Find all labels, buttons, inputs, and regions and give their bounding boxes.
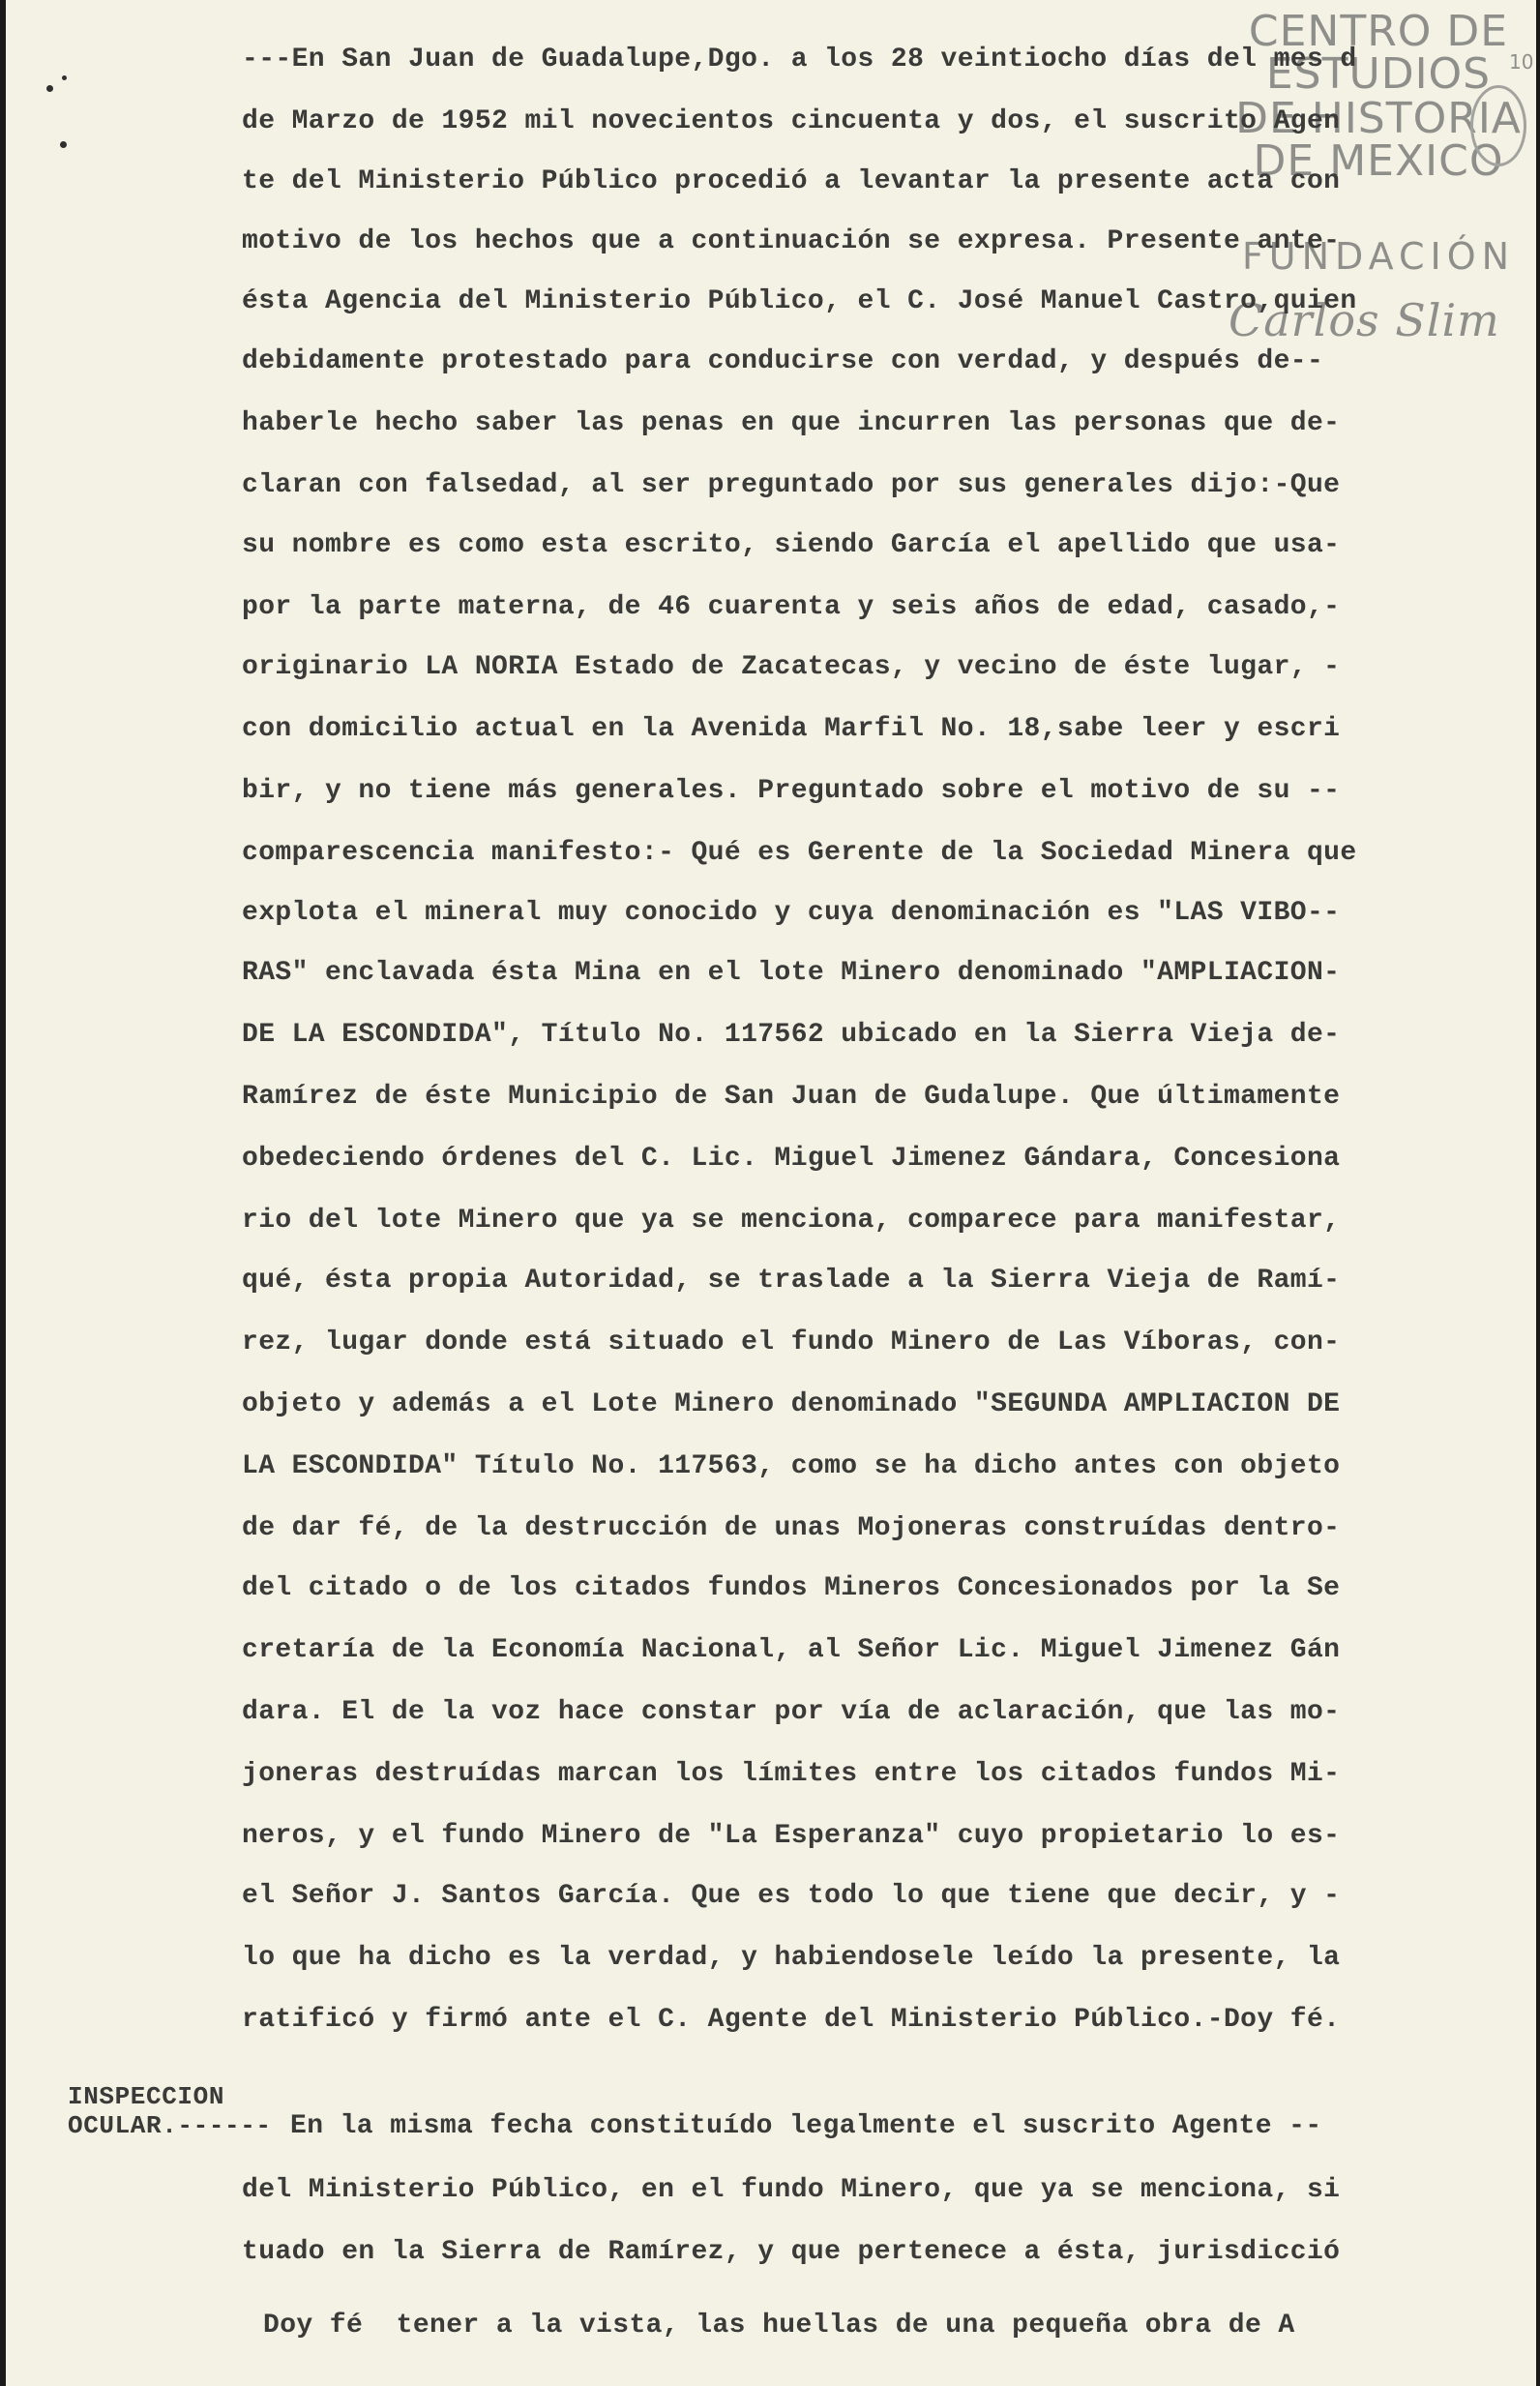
body-line: dara. El de la voz hace constar por vía de aclaración, que las mo-	[242, 1697, 1341, 1727]
punch-hole-mark	[46, 85, 53, 92]
body-line: de Marzo de 1952 mil novecientos cincuenta y dos, el suscrito Agen	[242, 106, 1341, 136]
body-line: su nombre es como esta escrito, siendo García el apellido que usa-	[242, 530, 1341, 560]
body-line: con domicilio actual en la Avenida Marfil No. 18,sabe leer y escri	[242, 714, 1341, 744]
body-line: originario LA NORIA Estado de Zacatecas, y vecino de éste lugar, -	[242, 652, 1341, 682]
body-line: claran con falsedad, al ser preguntado por sus generales dijo:-Que	[242, 470, 1341, 500]
body-line: bir, y no tiene más generales. Preguntado sobre el motivo de su --	[242, 776, 1341, 806]
body-line: ---En San Juan de Guadalupe,Dgo. a los 28 veintiocho días del mes d	[242, 45, 1357, 75]
body-line: de dar fé, de la destrucción de unas Mojoneras construídas dentro-	[242, 1513, 1341, 1543]
body-line: DE LA ESCONDIDA", Título No. 117562 ubicado en la Sierra Vieja de-	[242, 1020, 1341, 1050]
body-line: motivo de los hechos que a continuación se expresa. Presente ante-	[242, 226, 1341, 256]
body-line: explota el mineral muy conocido y cuya denominación es "LAS VIBO--	[242, 898, 1341, 928]
stamp-line: DE MEXICO	[1253, 136, 1504, 186]
body-line: del citado o de los citados fundos Mineros Concesionados por la Se	[242, 1573, 1341, 1603]
stamp-line: ESTUDIOS	[1265, 49, 1492, 99]
body-line: rez, lugar donde está situado el fundo Minero de Las Víboras, con-	[242, 1327, 1341, 1357]
body-line: rio del lote Minero que ya se menciona, comparece para manifestar,	[242, 1206, 1341, 1236]
body-line: Ramírez de éste Municipio de San Juan de Gudalupe. Que últimamente	[242, 1082, 1341, 1112]
inspection-line: Doy fé tener a la vista, las huellas de una pequeña obra de A	[263, 2311, 1295, 2341]
body-line: obedeciendo órdenes del C. Lic. Miguel Jimenez Gándara, Concesiona	[242, 1144, 1341, 1174]
body-line: ésta Agencia del Ministerio Público, el C. José Manuel Castro,quien	[242, 286, 1357, 316]
stamp-signature: Carlos Slim	[1229, 294, 1500, 346]
body-line: comparescencia manifesto:- Qué es Gerente de la Sociedad Minera que	[242, 838, 1357, 868]
punch-hole-mark	[60, 141, 67, 148]
body-line: lo que ha dicho es la verdad, y habiendosele leído la presente, la	[242, 1943, 1341, 1973]
body-line: el Señor J. Santos García. Que es todo lo que tiene que decir, y -	[242, 1881, 1341, 1911]
body-line: qué, ésta propia Autoridad, se traslade a la Sierra Vieja de Ramí-	[242, 1266, 1341, 1296]
body-line: por la parte materna, de 46 cuarenta y seis años de edad, casado,-	[242, 592, 1341, 622]
body-line: haberle hecho saber las penas en que incurren las personas que de-	[242, 408, 1341, 438]
scan-edge-right	[1536, 0, 1540, 2386]
punch-hole-mark	[62, 75, 67, 80]
body-line: objeto y además a el Lote Minero denominado "SEGUNDA AMPLIACION DE	[242, 1389, 1341, 1419]
body-line: ratificó y firmó ante el C. Agente del Ministerio Público.-Doy fé.	[242, 2005, 1341, 2035]
body-line: LA ESCONDIDA" Título No. 117563, como se ha dicho antes con objeto	[242, 1451, 1341, 1481]
body-line: te del Ministerio Público procedió a levantar la presente acta con	[242, 166, 1341, 196]
body-line: cretaría de la Economía Nacional, al Señor Lic. Miguel Jimenez Gán	[242, 1635, 1341, 1665]
scan-edge-left	[0, 0, 6, 2386]
body-line: joneras destruídas marcan los límites entre los citados fundos Mi-	[242, 1759, 1341, 1789]
body-line: RAS" enclavada ésta Mina en el lote Minero denominado "AMPLIACION-	[242, 958, 1341, 988]
stamp-line: CENTRO DE	[1248, 7, 1509, 56]
stamp-seal-number: 10	[1509, 50, 1534, 74]
inspection-line: tuado en la Sierra de Ramírez, y que pertenece a ésta, jurisdicció	[242, 2237, 1341, 2267]
inspection-line: del Ministerio Público, en el fundo Minero, que ya se menciona, si	[242, 2175, 1341, 2205]
inspection-line: En la misma fecha constituído legalmente el suscrito Agente --	[290, 2111, 1322, 2141]
body-line: neros, y el fundo Minero de "La Esperanza" cuyo propietario lo es-	[242, 1821, 1341, 1851]
margin-heading: INSPECCION	[68, 2082, 225, 2111]
body-line: debidamente protestado para conducirse con verdad, y después de--	[242, 346, 1324, 376]
stamp-foundation: FUNDACIÓN	[1241, 235, 1516, 278]
margin-heading: OCULAR.------	[68, 2111, 272, 2140]
stamp-line: DE HISTORIA	[1235, 94, 1522, 143]
stamp-seal	[1470, 85, 1526, 166]
